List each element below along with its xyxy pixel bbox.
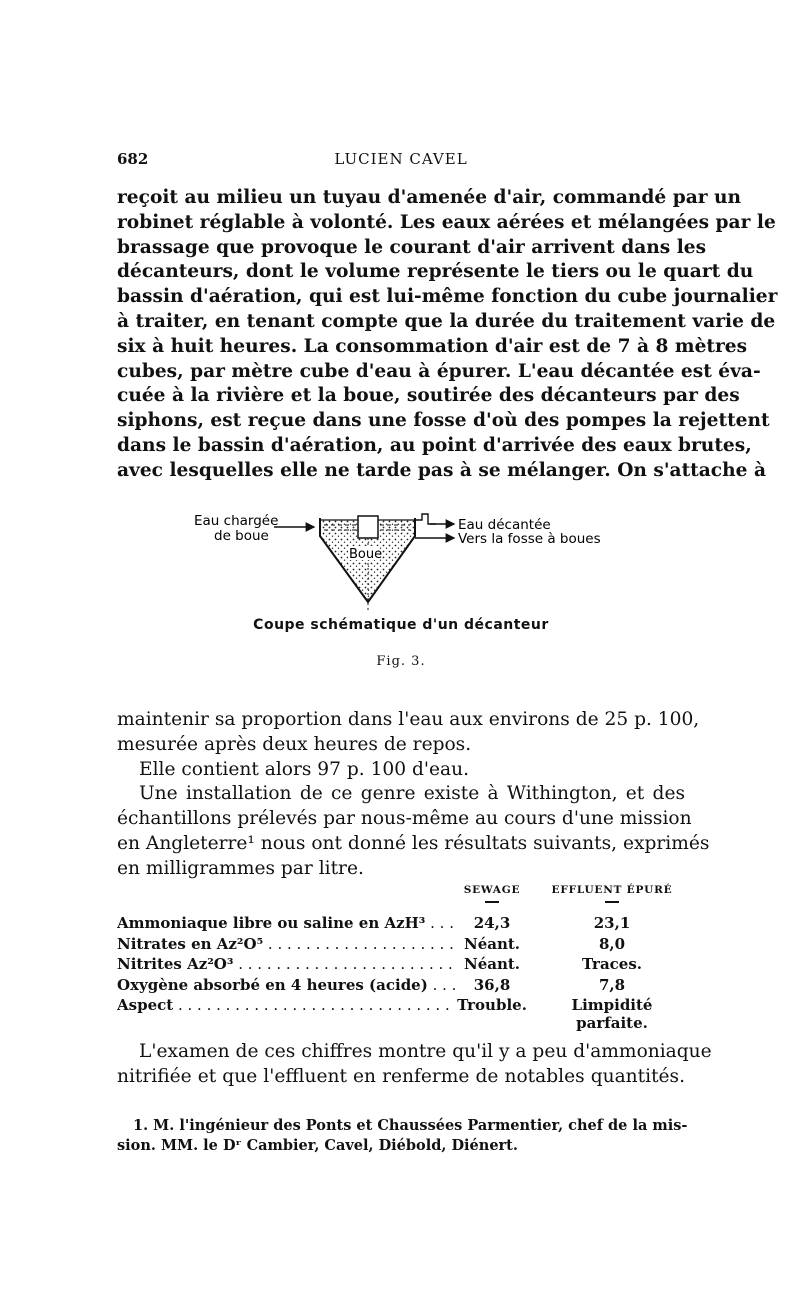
- paragraph-aeration: [117, 186, 778, 484]
- paragraph-results: [117, 708, 710, 882]
- page-header: [117, 150, 685, 172]
- outlet-label-1: Eau décantée: [458, 517, 551, 533]
- outlet-pipe: [415, 514, 436, 524]
- sewage-value: 36,8: [473, 975, 511, 994]
- effluent-value: 8,0: [598, 934, 626, 953]
- table-row: [117, 996, 685, 1032]
- column-header-effluent: [537, 884, 687, 903]
- text-line: six à huit heures. La consommation d'air est de 7 à 8 mètres: [117, 335, 748, 357]
- figure-label: Fig. 3.: [376, 654, 426, 669]
- text-line: en Angleterre¹ nous ont donné les résultats suivants, exprimés: [117, 832, 710, 854]
- column-header-sewage: [455, 884, 529, 903]
- text-line: en milligrammes par litre.: [117, 857, 364, 879]
- sewage-value: Néant.: [463, 934, 521, 953]
- sewage-value: Trouble.: [457, 996, 527, 1014]
- row-label: Aspect . . .: [117, 996, 455, 1014]
- text-line: robinet réglable à volonté. Les eaux aérées et mélangées par le: [117, 211, 776, 233]
- results-table: [117, 884, 685, 1032]
- row-label: Ammoniaque libre ou saline en AzH³ . . .: [117, 914, 455, 932]
- header-dash: [605, 901, 619, 903]
- text-line: dans le bassin d'aération, au point d'arrivée des eaux brutes,: [117, 434, 752, 456]
- footnote: [117, 1116, 688, 1156]
- effluent-value: Limpidité parfaite.: [571, 996, 653, 1032]
- text-line: décanteurs, dont le volume représente le tiers ou le quart du: [117, 261, 754, 283]
- sewage-value: Néant.: [463, 955, 521, 973]
- effluent-value: Traces.: [581, 955, 643, 973]
- text-line: siphons, est reçue dans une fosse d'où des pompes la rejettent: [117, 410, 770, 432]
- row-label: Nitrites Az²O³ . . .: [117, 955, 455, 973]
- text-line: maintenir sa proportion dans l'eau aux environs de 25 p. 100,: [117, 709, 700, 730]
- sludge-label: Boue: [349, 547, 383, 562]
- table-header: [117, 884, 685, 914]
- footnote-line: 1. M. l'ingénieur des Ponts et Chaussées Parmentier, chef de la mis-: [133, 1117, 688, 1134]
- effluent-value: 7,8: [598, 975, 626, 994]
- text-line: brassage que provoque le courant d'air arrivent dans les: [117, 236, 707, 258]
- row-label: Nitrates en Az²O⁵ . . .: [117, 935, 455, 953]
- footnote-line: sion. MM. le Dʳ Cambier, Cavel, Diébold, Diénert.: [117, 1137, 518, 1154]
- page-number: 682: [117, 150, 149, 168]
- text-line: L'examen de ces chiffres montre qu'il y a peu d'ammoniaque: [139, 1041, 712, 1062]
- text-line: cubes, par mètre cube d'eau à épurer. L'eau décantée est éva-: [117, 360, 761, 382]
- central-pipe: [358, 516, 378, 538]
- outlet-label-2: Vers la fosse à boues: [458, 531, 601, 547]
- table-row: [117, 935, 685, 956]
- effluent-value: 23,1: [593, 914, 631, 932]
- text-line: échantillons prélevés par nous-même au cours d'une mission: [117, 808, 692, 830]
- text-line: mesurée après deux heures de repos.: [117, 733, 472, 755]
- header-dash: [485, 901, 499, 903]
- inlet-label-line1: Eau chargée: [194, 513, 279, 529]
- running-title: LUCIEN CAVEL: [334, 150, 468, 168]
- text-line: cuée à la rivière et la boue, soutirée des décanteurs par des: [117, 385, 740, 407]
- decanter-diagram: [190, 508, 620, 628]
- figure-caption: Coupe schématique d'un décanteur: [253, 617, 549, 633]
- inlet-label-line2: de boue: [214, 528, 269, 544]
- text-line: bassin d'aération, qui est lui-même fonction du cube journalier: [117, 286, 778, 308]
- text-line: nitrifiée et que l'effluent en renferme de notables quantités.: [117, 1065, 685, 1087]
- text-line: à traiter, en tenant compte que la durée du traitement varie de: [117, 310, 776, 332]
- table-row: [117, 914, 685, 935]
- paragraph-conclusion: [117, 1040, 712, 1090]
- text-line: Elle contient alors 97 p. 100 d'eau.: [139, 758, 469, 780]
- text-line: avec lesquelles elle ne tarde pas à se mélanger. On s'attache à: [117, 459, 767, 481]
- row-label: Oxygène absorbé en 4 heures (acide) . . .: [117, 976, 455, 994]
- text-line: Une installation de ce genre existe à Withington, et des: [139, 783, 685, 805]
- sewage-value: 24,3: [473, 914, 511, 932]
- table-row: [117, 955, 685, 976]
- column-header-effluent-text: EFFLUENT ÉPURÉ: [551, 884, 673, 896]
- text-line: reçoit au milieu un tuyau d'amenée d'air, commandé par un: [117, 187, 742, 208]
- column-header-sewage-text: SEWAGE: [463, 884, 521, 896]
- table-row: [117, 976, 685, 997]
